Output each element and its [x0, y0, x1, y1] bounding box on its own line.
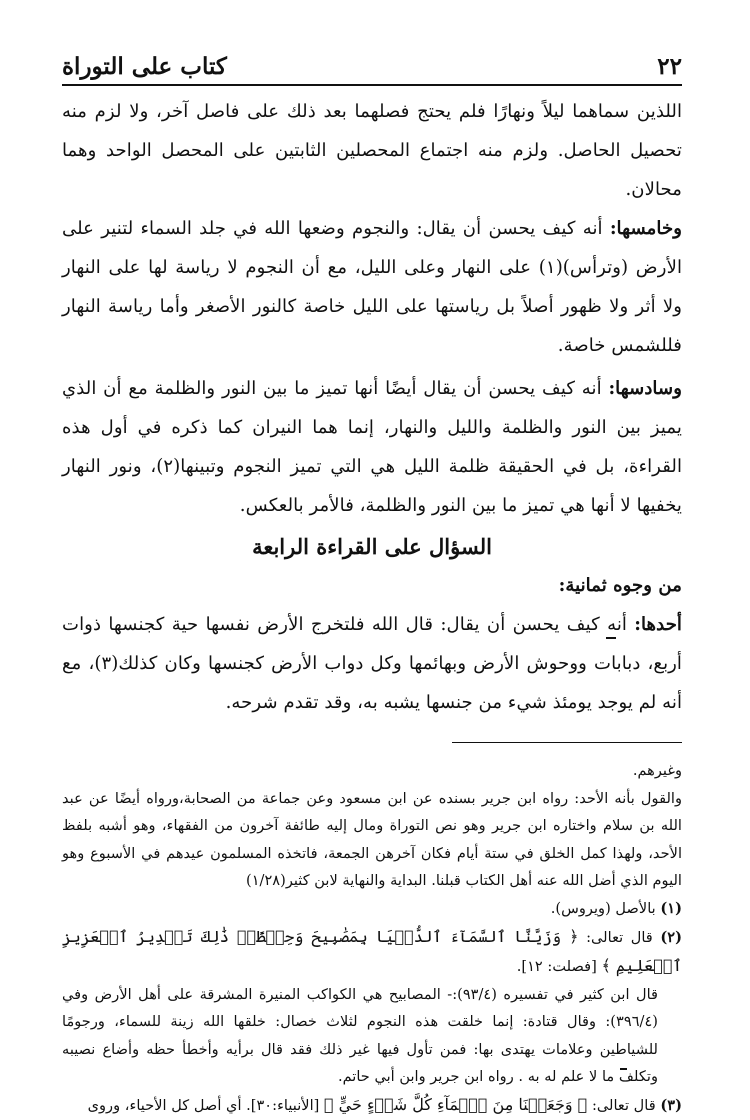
- footnote-2-body: قال ابن كثير في تفسيره (٩٣/٤):- المصابيح هي الكواكب المنيرة المشرقة على أهل الأرض وفي (٣٩٦/٤): وقال قتادة: إنما خلقت هذه النجوم لثلاث خصال: خلقها الله زينة للسماء، ورجومًا للشياطين وعلامات يهتدى بها: فمن تأول فيها غير ذلك فقد قال برأيه وأخطأ حظه وأضاع نصيبه وتكلف ما لا علم له به . رواه ابن جرير وابن أبي حاتم.: [62, 985, 658, 1086]
- book-title: كتاب على التوراة: [62, 53, 227, 80]
- footnote-separator: [452, 742, 682, 743]
- footnote-continuation-2: والقول بأنه الأحد: رواه ابن جرير بسنده عن ابن مسعود وعن جماعة من الصحابة،ورواه أيضًا عن عبد الله بن سلام واختاره ابن جرير وهو نص التوراة ومال إليه طائفة آخرون من الفقهاء، وهو أشبه بلفظ الأحد، ولهذا كمل الخلق في ستة أيام فكان آخرهن الجمعة، فاتخذه المسلمون عيدهم في الأسبوع وهو اليوم الذي أضل الله عنه أهل الكتاب قبلنا. البداية والنهاية لابن كثير(١/٢٨): [62, 789, 682, 890]
- footnote-3: [62, 1091, 682, 1120]
- quran-verse-anbiya: ﴿ وَجَعَلۡنَا مِنَ ٱلۡمَآءِ كُلَّ شَيۡءٍ حَيٍّ ﴾: [323, 1094, 588, 1114]
- verse-reference-anbiya: [الأنبياء:٣٠]. أي أصل كل الأحياء، وروى: [87, 1096, 320, 1114]
- footnote-intro-3: قال تعالى:: [591, 1096, 656, 1114]
- running-header: [62, 50, 682, 86]
- paragraph-6th: [62, 369, 682, 525]
- footnote-2: [62, 923, 682, 981]
- page-number: ٢٢: [657, 53, 682, 80]
- page: [62, 50, 682, 1120]
- footnote-continuation-1: وغيرهم.: [632, 762, 682, 779]
- paragraph-text-6th: أنه كيف يحسن أن يقال أيضًا أنها تميز ما بين النور والظلمة مع أن الذي يميز بين النور والظلمة والليل والنهار، إنما هما النيران كما ذكره في أول هذه القراءة، بل في الحقيقة ظلمة الليل هي التي تميز النجوم وتبينها(٢)، ونور النهار يخفيها لا أنها هي تميز ما بين النور والظلمة، فالأمر بالعكس.: [62, 378, 683, 516]
- paragraph-5th: [62, 209, 682, 365]
- paragraph-lead-5th: وخامسها:: [609, 218, 682, 239]
- paragraph-lead-6th: وسادسها:: [608, 378, 682, 399]
- paragraph-text-1st: أنه كيف يحسن أن يقال: قال الله فلتخرج الأرض نفسها حية كجنسها ذوات أربع، دبابات ووحوش الأرض وبهائمها وكل دواب الأرض كجنسها وكان كذلك(٣)، مع أنه لم يوجد يومئذ شيء من جنسها يشبه به، وقد تقدم شرحه.: [62, 614, 682, 713]
- paragraph-1st: [62, 605, 682, 722]
- main-text: [62, 92, 682, 722]
- footnote-1: [62, 895, 682, 923]
- section-subheading: من وجوه ثمانية:: [558, 575, 682, 596]
- footnote-number-2: (٢): [660, 928, 683, 946]
- footnote-intro-2: قال تعالى:: [586, 928, 653, 946]
- footnote-number-3: (٣): [660, 1096, 682, 1114]
- verse-reference-fussilat: [فصلت: ١٢].: [516, 957, 597, 975]
- quran-verse-fussilat: ﴿ وَزَيَّنَّا ٱلسَّمَآءَ ٱلدُّنۡيَا بِمَصَٰبِيحَ وَحِفۡظًاۚ ذَٰلِكَ تَقۡدِيرُ ٱلۡعَزِيزِ ٱلۡعَلِيمِ ﴾: [62, 926, 682, 975]
- footnote-text-1: بالأصل (ويروس).: [550, 899, 656, 917]
- footnotes: [62, 757, 682, 1120]
- paragraph-1: اللذين سماهما ليلاً ونهارًا فلم يحتج فصلهما بعد ذلك على فاصل آخر، ولا لزم منه تحصيل الحاصل. ولزم منه اجتماع المحصلين الثابتين على المحصل الواحد وهما محالان.: [62, 101, 682, 200]
- paragraph-text-5th: أنه كيف يحسن أن يقال: والنجوم وضعها الله في جلد السماء لتنير على الأرض (وترأس)(١) على النهار وعلى الليل، مع أن النجوم لا رياسة لها على النهار ولا أثر ولا ظهور أصلاً بل رياستها على الليل خاصة كالنور الأصغر وأما رياسة النهار فللشمس خاصة.: [62, 218, 682, 356]
- paragraph-lead-1st: أحدها:: [634, 614, 682, 635]
- margin-mark-bottom: [620, 1068, 627, 1070]
- footnote-number-1: (١): [660, 899, 682, 917]
- section-heading: السؤال على القراءة الرابعة: [252, 534, 492, 559]
